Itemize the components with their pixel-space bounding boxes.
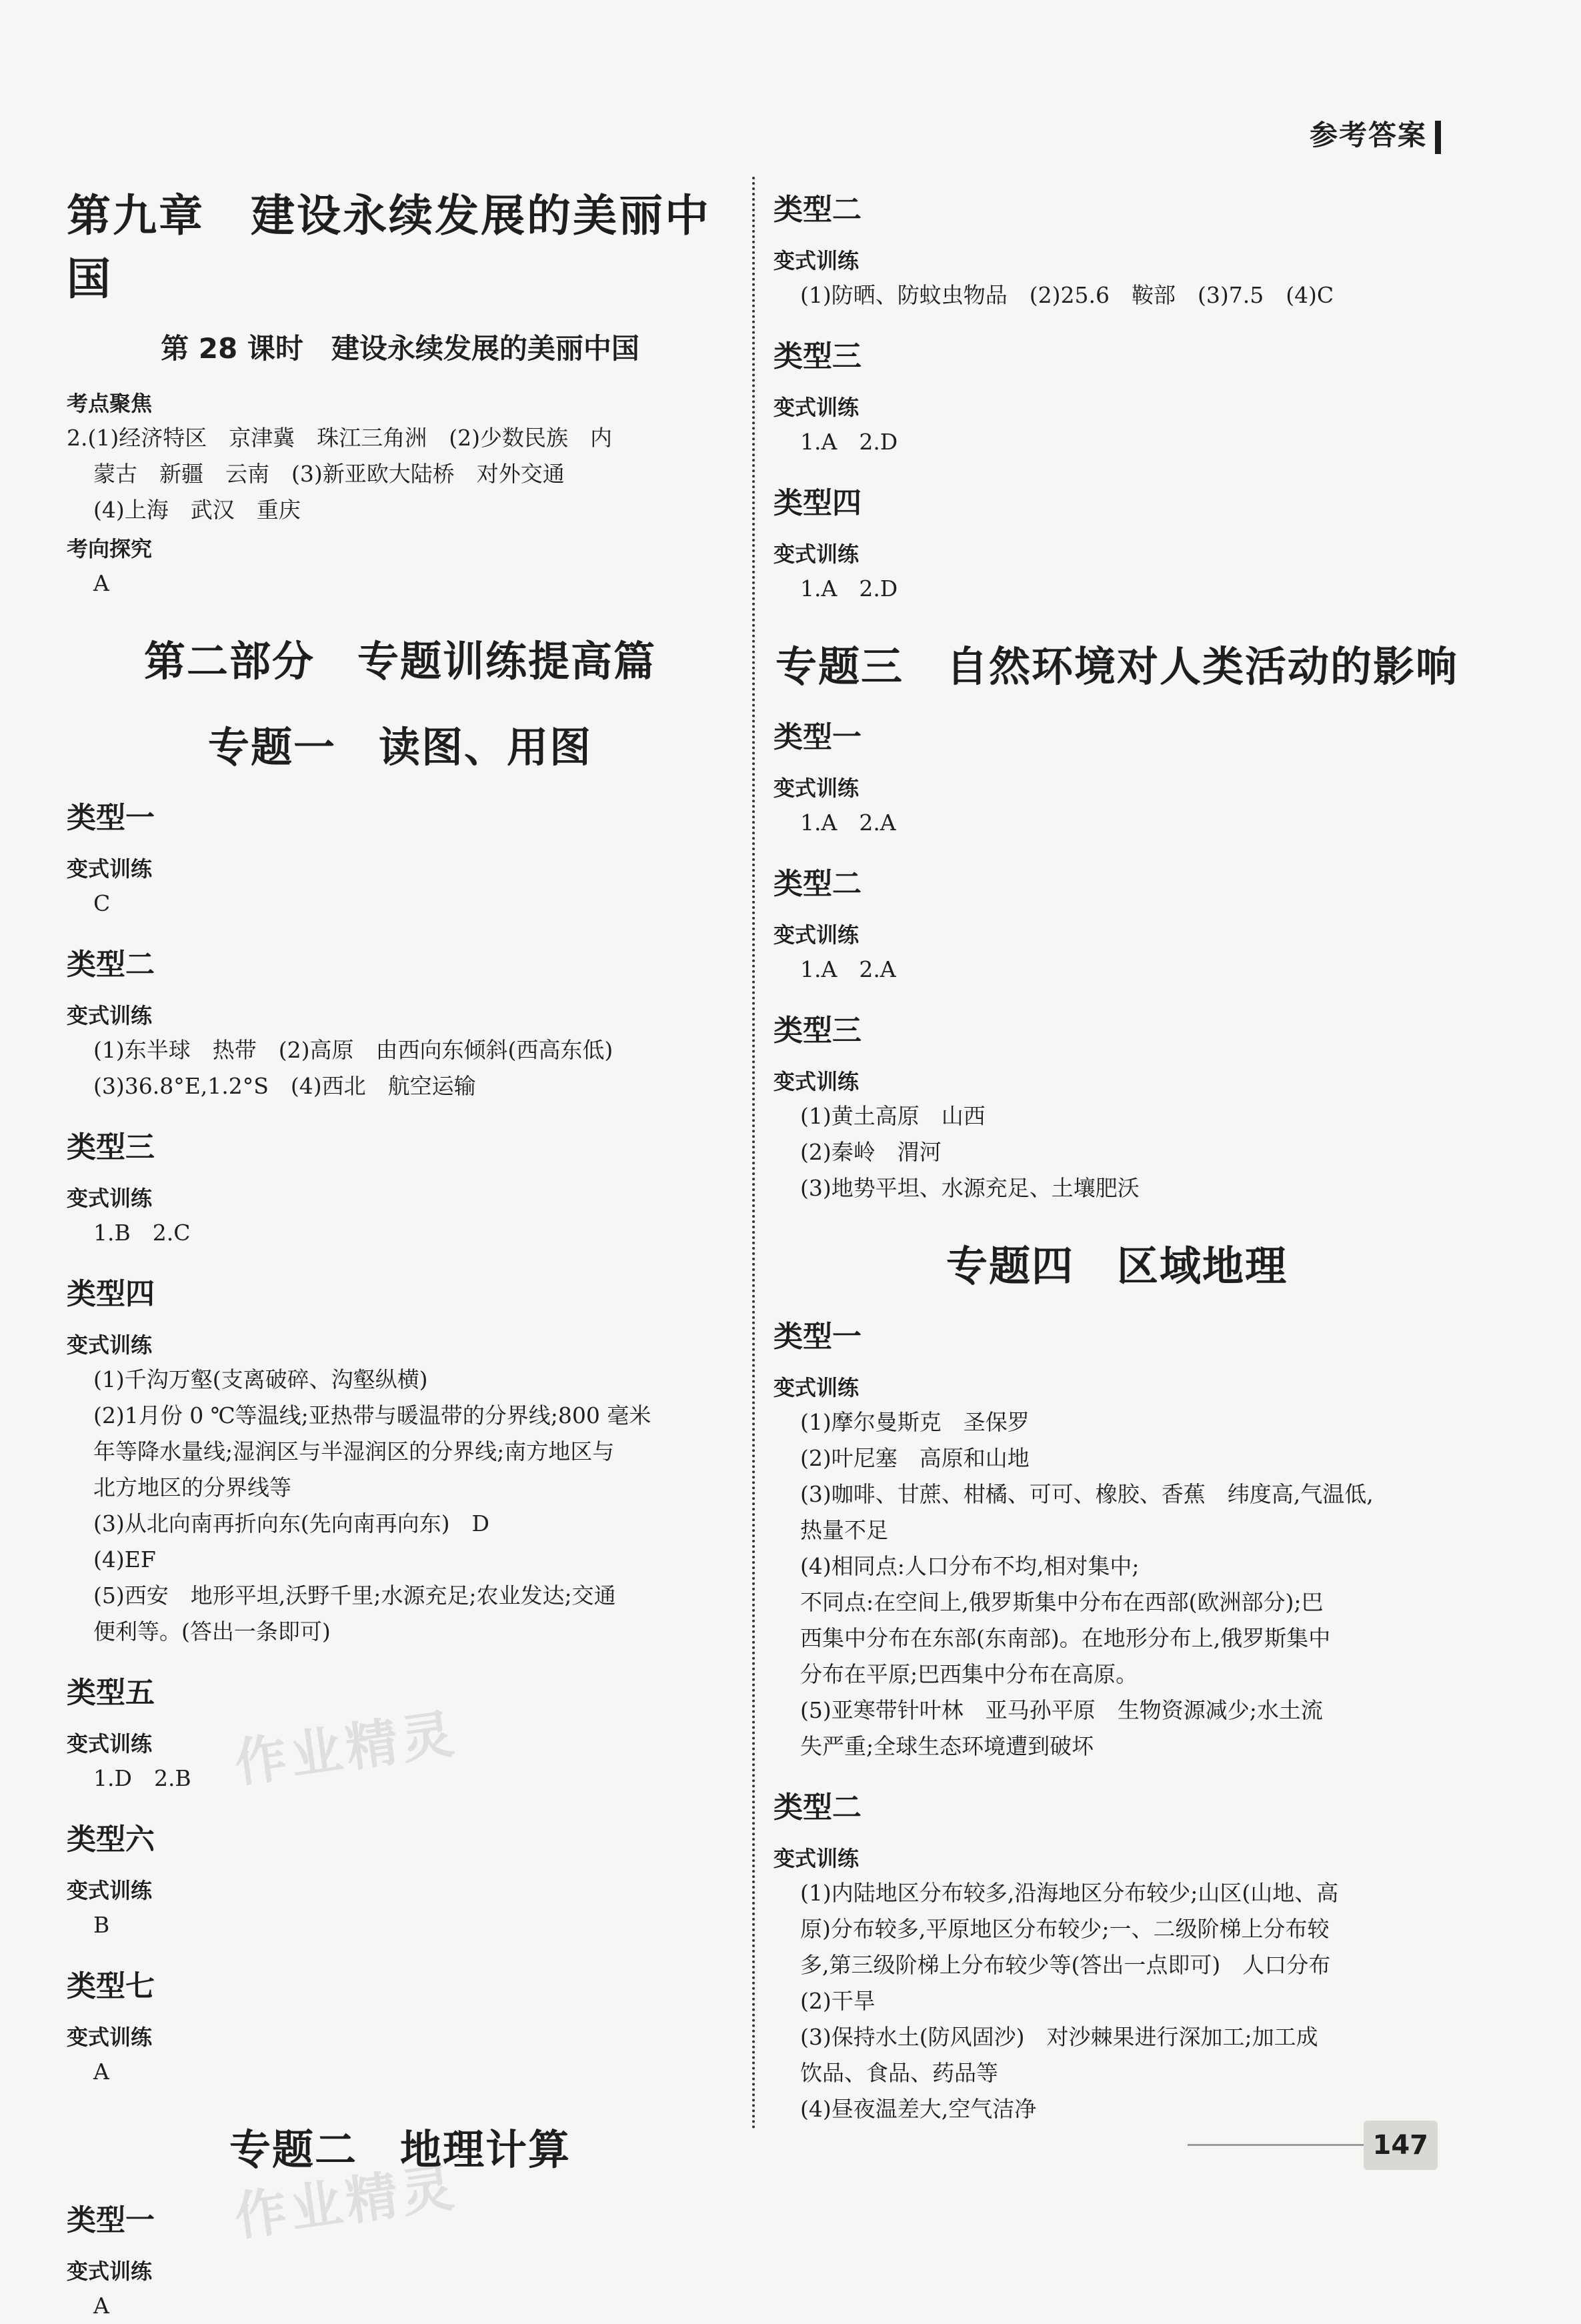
answer-line: B <box>93 1912 110 1938</box>
answer-line: 年等降水量线;湿润区与半湿润区的分界线;南方地区与 <box>93 1438 615 1464</box>
header-tag-text: 参考答案 <box>1309 119 1427 151</box>
topic-title: 专题三 自然环境对人类活动的影响 <box>775 642 1458 691</box>
type-heading: 类型五 <box>67 1676 155 1710</box>
exercise-label: 变式训练 <box>67 1731 153 1757</box>
answer-line: 原)分布较多,平原地区分布较少;一、二级阶梯上分布较 <box>800 1916 1330 1942</box>
type-heading: 类型四 <box>773 486 862 520</box>
answer-line: (1)黄土高原 山西 <box>800 1103 986 1129</box>
type-heading: 类型三 <box>67 1130 155 1164</box>
answer-line: (3)36.8°E,1.2°S (4)西北 航空运输 <box>93 1073 476 1099</box>
column-divider <box>752 177 755 2131</box>
answer-line: (3)咖啡、甘蔗、柑橘、可可、橡胶、香蕉 纬度高,气温低, <box>800 1481 1374 1507</box>
topic3-types <box>773 713 1460 1206</box>
answer-line: (3)从北向南再折向东(先向南再向东) D <box>93 1510 489 1536</box>
exercise-label: 变式训练 <box>773 1069 860 1094</box>
type-heading: 类型三 <box>773 1014 862 1048</box>
answer-line: (1)摩尔曼斯克 圣保罗 <box>800 1409 1030 1435</box>
answer-line: (4)EF <box>93 1546 156 1572</box>
exercise-label: 变式训练 <box>773 395 860 420</box>
answer-line: 北方地区的分界线等 <box>93 1474 291 1500</box>
answer-line: (4)相同点:人口分布不均,相对集中; <box>800 1553 1140 1579</box>
exercise-label: 变式训练 <box>773 248 860 273</box>
answer-line: (2)秦岭 渭河 <box>800 1139 942 1165</box>
topic-title: 专题一 读图、用图 <box>207 723 592 772</box>
type-heading: 类型二 <box>773 867 862 901</box>
type-heading: 类型一 <box>67 801 155 835</box>
section-label: 考向探究 <box>67 536 153 561</box>
exercise-label: 变式训练 <box>773 541 860 567</box>
answer-line: (2)1月份 0 ℃等温线;亚热带与暖温带的分界线;800 毫米 <box>93 1402 651 1428</box>
answer-line: 饮品、食品、药品等 <box>800 2060 998 2086</box>
topic-title: 专题二 地理计算 <box>229 2125 571 2174</box>
answer-line: (1)东半球 热带 (2)高原 由西向东倾斜(西高东低) <box>93 1037 613 1063</box>
footer-line <box>1188 2144 1388 2146</box>
type-heading: 类型六 <box>67 1823 155 1857</box>
answer-line: A <box>93 2059 109 2085</box>
topic2-continued-types <box>773 185 1460 607</box>
answer-line: A <box>93 2293 109 2319</box>
answer-line: 1.A 2.A <box>800 810 896 836</box>
exercise-label: 变式训练 <box>67 1003 153 1028</box>
type-heading: 类型一 <box>67 2203 155 2237</box>
header-bar <box>1435 121 1441 154</box>
answer-line: 失严重;全球生态环境遭到破坏 <box>800 1733 1094 1759</box>
watermark: 作业精灵 <box>231 1703 461 1795</box>
answer-line: 1.A 2.D <box>800 575 898 602</box>
answer-line: 多,第三级阶梯上分布较少等(答出一点即可) 人口分布 <box>800 1952 1331 1978</box>
answer-line: 1.A 2.A <box>800 956 896 982</box>
answer-line: A <box>93 570 109 596</box>
exercise-label: 变式训练 <box>773 922 860 948</box>
type-heading: 类型二 <box>773 1791 862 1825</box>
type-heading: 类型七 <box>67 1969 155 2003</box>
answer-line: (1)内陆地区分布较多,沿海地区分布较少;山区(山地、高 <box>800 1880 1339 1906</box>
answer-line: (5)亚寒带针叶林 亚马孙平原 生物资源减少;水土流 <box>800 1697 1323 1723</box>
exercise-label: 变式训练 <box>67 1186 153 1211</box>
exercise-label: 变式训练 <box>773 776 860 801</box>
answer-line: (4)昼夜温差大,空气洁净 <box>800 2096 1037 2122</box>
page-number: 147 <box>1364 2121 1438 2170</box>
answer-line: (4)上海 武汉 重庆 <box>93 497 301 523</box>
answer-line: (3)地势平坦、水源充足、土壤肥沃 <box>800 1175 1140 1201</box>
answer-line: (2)叶尼塞 高原和山地 <box>800 1445 1030 1471</box>
answer-line: (3)保持水土(防风固沙) 对沙棘果进行深加工;加工成 <box>800 2024 1318 2050</box>
answer-line: 蒙古 新疆 云南 (3)新亚欧大陆桥 对外交通 <box>93 461 565 487</box>
exercise-label: 变式训练 <box>773 1375 860 1400</box>
exercise-label: 变式训练 <box>67 2259 153 2284</box>
exercise-label: 变式训练 <box>67 2025 153 2050</box>
topic1-types <box>67 794 733 2090</box>
type-heading: 类型三 <box>773 339 862 373</box>
exercise-label: 变式训练 <box>67 856 153 882</box>
answer-line: 1.A 2.D <box>800 429 898 455</box>
exercise-label: 变式训练 <box>773 1846 860 1871</box>
type-heading: 类型一 <box>773 1320 862 1354</box>
answer-line: 2.(1)经济特区 京津冀 珠江三角洲 (2)少数民族 内 <box>67 425 612 451</box>
part-title: 第二部分 专题训练提高篇 <box>143 637 656 686</box>
answer-line: 西集中分布在东部(东南部)。在地形分布上,俄罗斯集中 <box>800 1625 1331 1651</box>
header-tag <box>1310 113 1441 154</box>
type-heading: 类型一 <box>773 720 862 754</box>
answer-line: (5)西安 地形平坦,沃野千里;水源充足;农业发达;交通 <box>93 1582 616 1608</box>
answer-line: (2)干旱 <box>800 1988 876 2014</box>
answer-line: 分布在平原;巴西集中分布在高原。 <box>800 1661 1138 1687</box>
answer-line: (1)防晒、防蚊虫物品 (2)25.6 鞍部 (3)7.5 (4)C <box>800 282 1334 308</box>
lesson-title: 第 28 课时 建设永续发展的美丽中国 <box>161 332 639 365</box>
left-column <box>67 167 733 2324</box>
answer-line: 便利等。(答出一条即可) <box>93 1618 331 1644</box>
answer-line: 1.B 2.C <box>93 1220 191 1246</box>
answer-line: C <box>93 890 111 916</box>
answer-line: 不同点:在空间上,俄罗斯集中分布在西部(欧洲部分);巴 <box>800 1589 1324 1615</box>
type-heading: 类型二 <box>67 948 155 982</box>
topic4-types <box>773 1312 1460 2127</box>
topic2-types <box>67 2196 733 2324</box>
topic-title: 专题四 区域地理 <box>946 1242 1288 1290</box>
section-label: 考点聚焦 <box>67 391 153 416</box>
type-heading: 类型四 <box>67 1277 155 1311</box>
chapter-title: 第九章 建设永续发展的美丽中国 <box>67 190 711 305</box>
exercise-label: 变式训练 <box>67 1878 153 1903</box>
answer-line: 1.D 2.B <box>93 1765 191 1791</box>
exercise-label: 变式训练 <box>67 1332 153 1358</box>
watermark: 作业精灵 <box>231 2157 461 2248</box>
type-heading: 类型二 <box>773 193 862 227</box>
answer-line: (1)千沟万壑(支离破碎、沟壑纵横) <box>93 1366 428 1392</box>
answer-line: 热量不足 <box>800 1517 888 1543</box>
right-column <box>773 167 1460 2127</box>
